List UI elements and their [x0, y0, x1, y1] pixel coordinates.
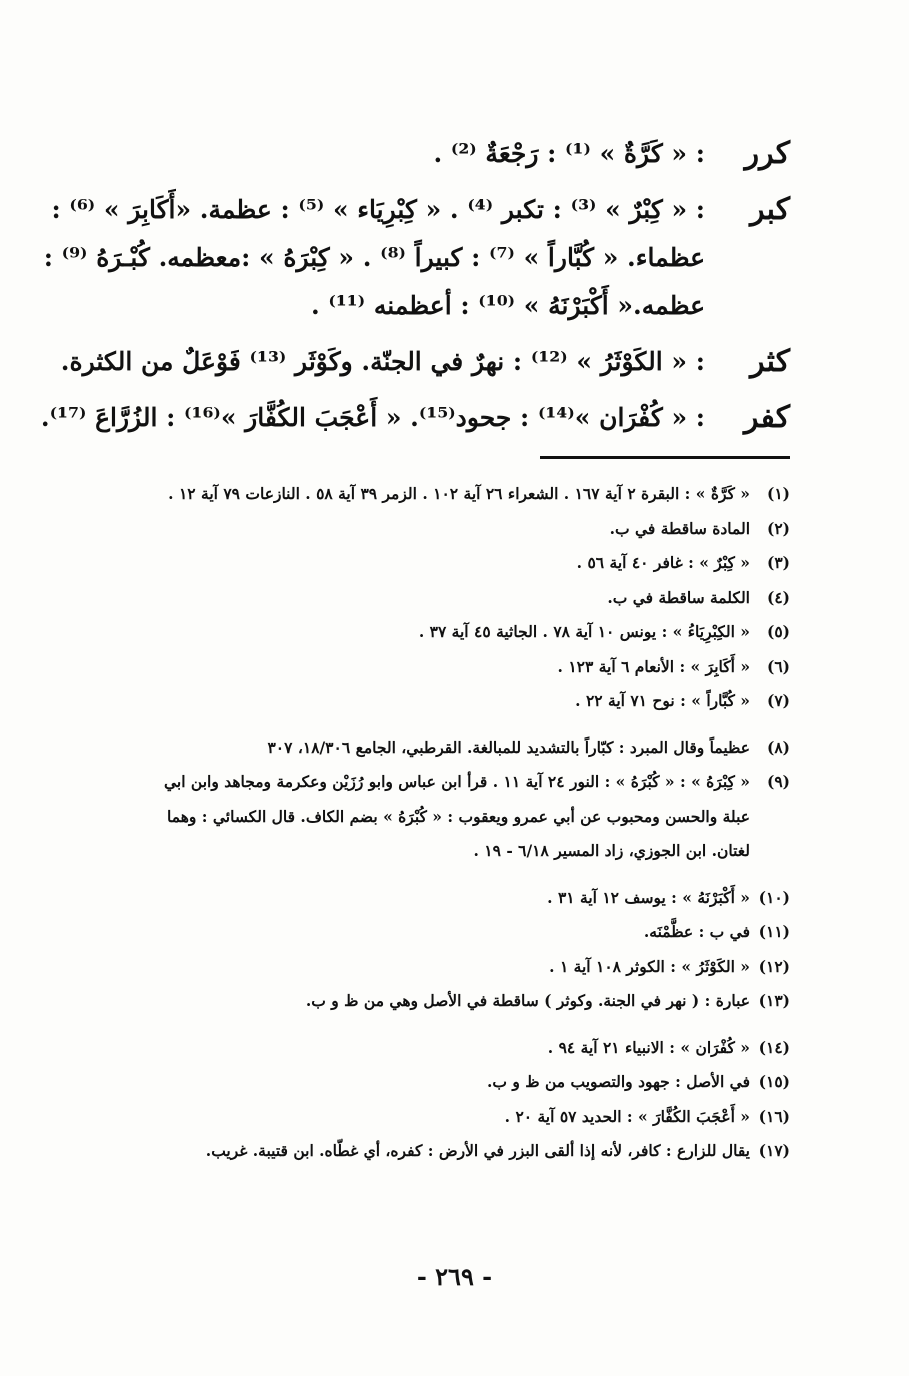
entry-root: كرر: [744, 136, 790, 171]
footnote-number: (٥): [766, 622, 790, 641]
footnote-text: « الكِبْرِيَاءُ » : يونس ١٠ آية ٧٨ . الجاثية ٤٥ آية ٣٧ .: [418, 622, 750, 641]
footnote: [100, 1134, 790, 1169]
footnote-number: (١٧): [758, 1141, 790, 1160]
footnote-text: « أَكَابِرَ » : الأنعام ٦ آية ١٢٣ .: [557, 656, 750, 676]
footnote-number: (٣): [766, 553, 790, 572]
footnote: [100, 1065, 790, 1100]
entry-line: : « كِبْرٌ » ⁽³⁾ : تكبر ⁽⁴⁾ . « كِبْرِيَاء » ⁽⁵⁾ : عظمة. «أَكَابِرَ » ⁽⁶⁾ :: [51, 195, 705, 224]
footnote: [100, 950, 790, 985]
entry-line: : « الكَوْثَرُ » ⁽¹²⁾ : نهرٌ في الجنّة. وكَوْثَر ⁽¹³⁾ فَوْعَلٌ من الكثرة.: [60, 347, 705, 376]
entry-line: عظمه.« أَكْبَرْنَهُ » ⁽¹⁰⁾ : أعظمنه ⁽¹¹⁾ .: [310, 291, 705, 320]
footnotes: [100, 477, 790, 1169]
footnote: [100, 881, 790, 916]
footnote-text: « كُفْرَان » : الانبياء ٢١ آية ٩٤ .: [547, 1037, 750, 1057]
footnote-text: يقال للزارع : كافر، لأنه إذا ألقى البزر في الأرض : كفره، أي غطّاه. ابن قتيبة. غريب.: [205, 1141, 750, 1160]
footnote-number: (١٢): [758, 956, 790, 976]
entry: [43, 186, 790, 330]
footnote-number: (٦): [766, 656, 790, 676]
entry-body: [40, 394, 705, 442]
footnote-text: لغتان. ابن الجوزي، زاد المسير ٦/١٨ - ١٩ .: [473, 841, 750, 860]
footnote: [100, 477, 790, 512]
footnote-text: الكلمة ساقطة في ب.: [607, 587, 750, 607]
footnote: [100, 546, 790, 581]
page-number: - ٢٦٩ -: [416, 1262, 493, 1291]
footnote-number: (١٣): [758, 991, 790, 1010]
footnote: [100, 512, 790, 547]
footnote-number: (٧): [766, 691, 790, 710]
footnote-number: (١٥): [758, 1072, 790, 1091]
entry-line: عظماء. « كُبَّاراً » ⁽⁷⁾ : كبيراً ⁽⁸⁾ . « كِبْرَهُ » :معظمه. كُبْـرَهُ ⁽⁹⁾ :: [43, 243, 705, 272]
entry-body: [100, 130, 705, 178]
footnote-number: (٢): [766, 518, 790, 538]
footnote-text: « أَكْبَرْنَهُ » : يوسف ١٢ آية ٣١ .: [547, 887, 750, 907]
footnote-text: « الكَوْثَرُ » : الكوثر ١٠٨ آية ١ .: [549, 956, 750, 976]
entry-root: كفر: [743, 400, 790, 435]
footnote-text: في الأصل : جهود والتصويب من ظ و ب.: [487, 1072, 750, 1091]
footnote: [100, 731, 790, 766]
footnote-text: في ب : عظَّمْنَه.: [643, 922, 750, 941]
separator-rule: [540, 456, 790, 459]
footnote-text: عبارة : ( نهر في الجنة. وكوثر ) ساقطة في الأصل وهي من ظ و ب.: [305, 991, 750, 1010]
footnote-number: (١١): [758, 922, 790, 941]
entry-body: [60, 338, 705, 386]
entry: [40, 394, 790, 442]
footnote: [100, 581, 790, 616]
footnote-number: (١): [766, 484, 790, 503]
footnote-number: (٩): [766, 772, 790, 791]
entry: [100, 130, 790, 178]
footnote-text: « كَرَّةٌ » : البقرة ٢ آية ١٦٧ . الشعراء ٢٦ آية ١٠٢ . الزمر ٣٩ آية ٥٨ . النازعات ٧٩ آية ١٢ .: [168, 484, 750, 503]
footnote: [100, 684, 790, 719]
footnote-text: « كُبَّاراً » : نوح ٧١ آية ٢٢ .: [575, 691, 750, 710]
footnote: [100, 765, 790, 869]
footnote: [100, 984, 790, 1019]
entry-root: كثر: [750, 344, 790, 379]
entry-line: : « كَرَّةٌ » ⁽¹⁾ : رَجْعَةٌ ⁽²⁾ .: [433, 139, 705, 168]
footnote-text: « كِبْرٌ » : غافر ٤٠ آية ٥٦ .: [576, 553, 750, 572]
footnote: [100, 1100, 790, 1135]
footnote-text: « كِبْرَهُ » : « كُبْرَهُ » : النور ٢٤ آية ١١ . قرأ ابن عباس وابو رُزَيْن وعكرمة ومجاهد وابن ابي: [163, 772, 750, 791]
footnote-number: (٨): [766, 737, 790, 757]
entries: [40, 130, 790, 442]
footnote: [100, 1031, 790, 1066]
entry-body: [43, 186, 705, 330]
entry: [60, 338, 790, 386]
footnote-number: (١٠): [758, 887, 790, 907]
footnote-text: المادة ساقطة في ب.: [609, 518, 750, 538]
footnote: [100, 615, 790, 650]
footnote-number: (١٦): [758, 1106, 790, 1126]
page-content: [40, 130, 790, 1169]
footnote-number: (٤): [766, 587, 790, 607]
footnote-number: (١٤): [758, 1037, 790, 1057]
footnote: [100, 650, 790, 685]
footnote-text: عبلة والحسن ومحبوب عن أبي عمرو ويعقوب : « كُبْرَهُ » بضم الكاف. قال الكسائي : وهما: [167, 806, 750, 826]
entry-line: : « كُفْرَان »⁽¹⁴⁾ : جحود⁽¹⁵⁾. « أَعْجَبَ الكُفَّارَ »⁽¹⁶⁾ : الزُرَّاعَ ⁽¹⁷⁾.: [40, 403, 705, 432]
entry-root: كبر: [750, 192, 790, 227]
footnote-text: عظيماً وقال المبرد : كبّاراً بالتشديد للمبالغة. القرطبي، الجامع ١٨/٣٠٦، ٣٠٧: [267, 737, 750, 757]
footnote: [100, 915, 790, 950]
footnote-text: « أَعْجَبَ الكُفَّارَ » : الحديد ٥٧ آية ٢٠ .: [504, 1106, 750, 1126]
